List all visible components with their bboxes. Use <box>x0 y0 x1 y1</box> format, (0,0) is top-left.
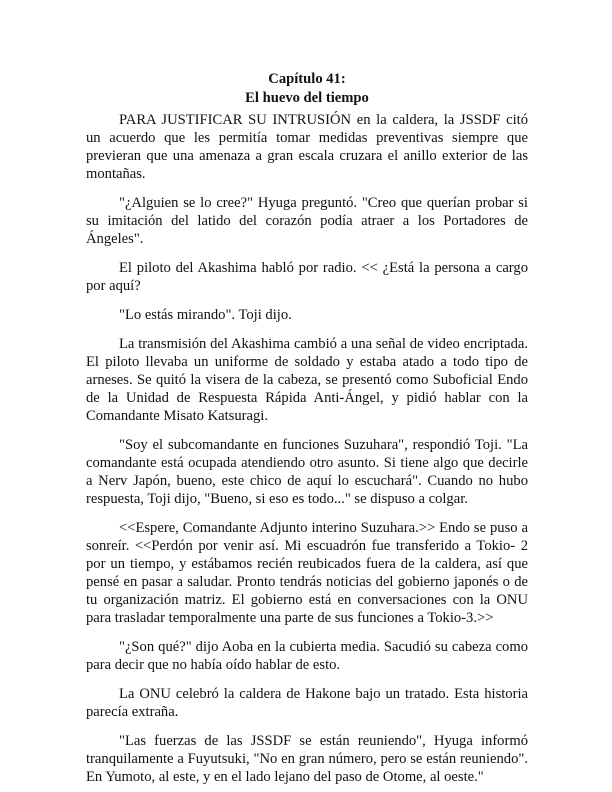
chapter-heading <box>86 70 528 108</box>
paragraph: "Soy el subcomandante en funciones Suzuhara", respondió Toji. "La comandante está ocupada atendiendo otro asunto. Si tiene algo que decirle a Nerv Japón, bueno, este chico de aquí lo escuchará". Cuando no hubo respuesta, Toji dijo, "Bueno, si eso es todo..." se dispuso a colgar. <box>86 437 528 507</box>
paragraph: La transmisión del Akashima cambió a una señal de video encriptada. El piloto llevaba un uniforme de soldado y estaba atado a todo tipo de arneses. Se quitó la visera de la cabeza, se presentó como Suboficial Endo de la Unidad de Respuesta Rápida Anti-Ángel, y pidió hablar con la Comandante Misato Katsuragi. <box>86 336 528 424</box>
paragraph: "¿Son qué?" dijo Aoba en la cubierta media. Sacudió su cabeza como para decir que no había oído hablar de esto. <box>86 639 528 673</box>
paragraph: "¿Alguien se lo cree?" Hyuga preguntó. "Creo que querían probar si su imitación del latido del corazón podía atraer a los Portadores de Ángeles". <box>86 195 528 247</box>
paragraph: <<Espere, Comandante Adjunto interino Suzuhara.>> Endo se puso a sonreír. <<Perdón por venir así. Mi escuadrón fue transferido a Tokio- 2 por un tiempo, y estábamos recién reubicados fuera de la caldera, así que pensé en pasar a saludar. Pronto tendrás noticias del gobierno japonés o de tu organización matriz. El gobierno está en conversaciones con la ONU para trasladar temporalmente una parte de sus funciones a Tokio-3.>> <box>86 520 528 626</box>
chapter-title: El huevo del tiempo <box>245 90 369 106</box>
paragraph: El piloto del Akashima habló por radio. << ¿Está la persona a cargo por aquí? <box>86 260 528 294</box>
paragraph: "Las fuerzas de las JSSDF se están reuniendo", Hyuga informó tranquilamente a Fuyutsuki, "No en gran número, pero se están reuniendo". En Yumoto, al este, y en el lado lejano del paso de Otome, al oeste." <box>86 733 528 785</box>
paragraph: PARA JUSTIFICAR SU INTRUSIÓN en la caldera, la JSSDF citó un acuerdo que les permitía tomar medidas preventivas siempre que previeran que una amenaza a gran escala cruzara el anillo exterior de las montañas. <box>86 112 528 182</box>
chapter-number: Capítulo 41: <box>268 71 346 87</box>
paragraph: La ONU celebró la caldera de Hakone bajo un tratado. Esta historia parecía extraña. <box>86 686 528 720</box>
paragraph: "Lo estás mirando". Toji dijo. <box>119 307 292 323</box>
